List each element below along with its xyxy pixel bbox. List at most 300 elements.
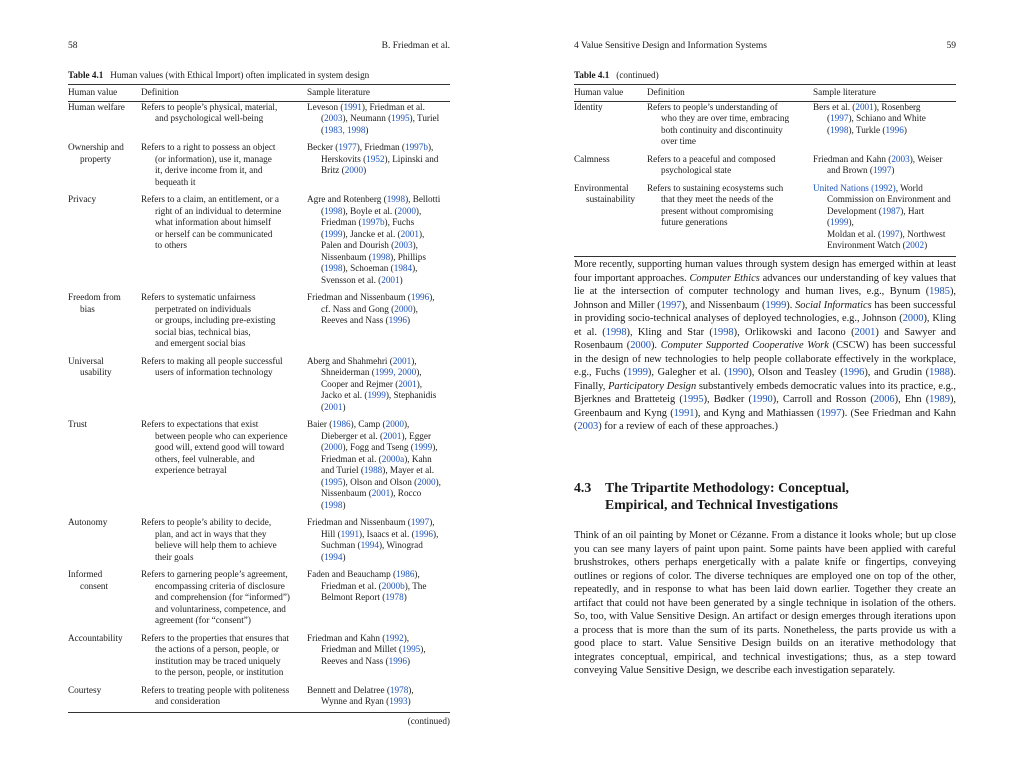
literature-line	[307, 206, 446, 218]
definition-line: Refers to people’s physical, material,	[141, 101, 278, 112]
values-table	[68, 87, 450, 714]
literature-line	[307, 633, 446, 645]
citation-year: 1995	[324, 476, 343, 487]
definition-line: to the person, people, or institution	[155, 667, 284, 677]
text-run: ).	[650, 340, 661, 351]
citation-year: 2003	[324, 113, 343, 123]
text-run: ),	[418, 228, 425, 239]
literature-line	[307, 356, 446, 368]
citation-year: 1985	[929, 286, 950, 297]
literature-line	[307, 529, 446, 541]
citation-year: 1995	[682, 394, 704, 405]
text-run: (CSCW) has been successful in the design of new technologies to help people collaborate effectively in the workplace, e.g., Fuchs (	[574, 340, 956, 378]
definition-line: what information about himself	[155, 217, 272, 227]
definition-line: Refers to people’s understanding of	[647, 101, 778, 112]
human-value-cell	[68, 685, 141, 714]
continued-note: (continued)	[407, 716, 450, 726]
text-run: ),	[429, 517, 435, 527]
literature-line	[307, 379, 446, 391]
text-run: ), Stephanidis	[385, 390, 437, 400]
text-run: Palen and Dourish (	[321, 240, 395, 250]
human-value-text: sustainability	[586, 194, 635, 204]
human-value-cell	[68, 356, 141, 420]
text-run: ), Boyle et al. (	[342, 205, 398, 216]
table-row	[68, 685, 450, 714]
citation-year: 1997	[830, 113, 849, 123]
citation-year: 1986	[396, 569, 415, 579]
definition-line: plan, and act in ways that they	[155, 528, 267, 539]
text-run: ), Egger	[401, 430, 432, 441]
text-run: )	[407, 315, 411, 325]
human-value-text: Trust	[68, 419, 88, 429]
literature-line	[307, 685, 446, 697]
text-run: ),	[429, 292, 435, 302]
text-run: ). (See Friedman and Kahn (	[574, 407, 956, 432]
text-run: ), Fogg and Tseng (	[342, 442, 414, 452]
running-head: B. Friedman et al.	[381, 41, 450, 51]
text-run: ), Carroll and Rosson (	[772, 394, 874, 405]
definition-line: both continuity and discontinuity	[661, 124, 783, 135]
literature-line	[307, 402, 446, 414]
citation-year: 1990	[727, 367, 749, 378]
emphasis-term: Social Informatics	[795, 299, 872, 311]
citation-year: 1998	[386, 194, 406, 204]
text-run: ),	[415, 205, 422, 216]
literature-line	[307, 592, 446, 604]
text-run: Becker (	[307, 142, 339, 152]
citation-year: 1992	[385, 632, 404, 643]
literature-line	[307, 477, 446, 489]
text-run: ), Neumann (	[342, 113, 392, 123]
definition-cell	[647, 183, 813, 258]
definition-line: their goals	[155, 551, 194, 562]
emphasis-term: Computer Ethics	[689, 272, 760, 284]
definition-line: or groups, including pre-existing	[155, 315, 276, 325]
text-run: ), Kling and Star (	[626, 326, 713, 338]
text-run: (	[321, 499, 325, 510]
page-number: 59	[946, 41, 956, 51]
text-run: Hill (	[321, 528, 341, 539]
table-caption	[574, 70, 659, 80]
text-run: ),	[427, 142, 434, 152]
table-row	[574, 101, 956, 154]
text-run: )	[407, 655, 411, 666]
literature-line	[307, 454, 446, 466]
citation-year: 1952	[366, 153, 385, 164]
definition-line: to others	[155, 240, 187, 250]
citation-year: 1991	[673, 407, 695, 419]
column-header-definition: Definition	[647, 87, 813, 101]
text-run: Bennett and Delatree (	[307, 684, 390, 695]
text-run: Suchman (	[321, 540, 361, 550]
citation-year: 2001	[392, 355, 412, 366]
definition-line: present without compromising	[661, 205, 774, 216]
literature-line	[307, 419, 446, 431]
text-run: ),	[416, 378, 423, 389]
literature-line	[307, 500, 446, 512]
human-value-text: Calmness	[574, 153, 610, 164]
text-run: ), Friedman (	[356, 142, 405, 152]
citation-year: 1999	[324, 228, 343, 239]
human-value-cell	[574, 101, 647, 154]
text-run: Britz (	[321, 165, 345, 175]
literature-line	[307, 304, 446, 316]
citation-year: 2000	[324, 442, 343, 452]
literature-line	[307, 431, 446, 443]
text-run: Faden and Beauchamp (	[307, 569, 397, 579]
citation-year: 1997	[410, 517, 430, 527]
text-run: Baier (	[307, 419, 333, 429]
definition-line: institution may be traced uniquely	[155, 655, 281, 666]
citation-year: 1996	[410, 292, 430, 302]
text-run: (	[321, 551, 325, 562]
human-value-text: Environmental	[574, 182, 629, 193]
definition-line: others, feel vulnerable, and	[155, 453, 255, 464]
citation-year: 1999	[830, 217, 849, 227]
human-value-text: Accountability	[68, 632, 123, 643]
definition-line: bequeath it	[155, 176, 196, 187]
human-value-cell	[68, 142, 141, 194]
definition-line: social bias, technical bias,	[155, 326, 251, 337]
text-run: Herskovits (	[321, 153, 367, 164]
citation-year: 1978	[385, 592, 404, 602]
definition-line: Refers to a right to possess an object	[141, 142, 276, 152]
text-run: ), Ehn (	[894, 394, 930, 405]
text-run: ), Bellotti	[405, 194, 441, 204]
text-run: ), Kling et al. (	[574, 313, 956, 338]
definition-line: Refers to making all people successful	[141, 355, 283, 366]
text-run: )	[403, 592, 407, 602]
definition-cell	[141, 194, 307, 292]
table-title: Human values (with Ethical Import) often implicated in system design	[110, 70, 370, 80]
literature-cell	[307, 101, 450, 142]
text-run: ), Weiser	[909, 153, 943, 164]
citation-year: 2001	[381, 274, 400, 285]
table-row	[68, 356, 450, 420]
body-paragraph-2: Think of an oil painting by Monet or Cézanne. From a distance it looks whole; but up close you can see many layers of paint upon paint. Some paints have been applied with careful brushstrokes, others perhaps energetically with a palate knife or fingertips, conveying outlines or regions of color. The diverse techniques are employed one on top of the other, repeatedly, and in response to what has been laid down earlier. Together they create an artifact that could not have been generated by a single technique in isolation of the others. So, too, with Value Sensitive Design. An artifact or design emerges through iterations upon a process that is more than the sum of its parts. Nonetheless, the parts provide us with a good place to start. Value Sensitive Design builds on an iterative methodology that integrates conceptual, empirical, and technical investigations; thus, as a step toward conveying Value Sensitive Design, we describe each investigation separately.	[574, 530, 956, 676]
section-title-line-1: The Tripartite Methodology: Conceptual,	[605, 480, 849, 495]
text-run: ),	[432, 442, 438, 452]
literature-line	[307, 552, 446, 564]
citation-year: 2001	[854, 326, 876, 338]
section-number: 4.3	[574, 480, 592, 495]
text-run: ), Hart (	[827, 205, 925, 227]
text-run: ), Greenbaum and Kyng (	[574, 394, 956, 419]
text-run: ), Bødker (	[703, 394, 752, 405]
text-run: (	[321, 442, 325, 452]
definition-line: and emergent social bias	[155, 338, 246, 348]
column-header-sample-literature: Sample literature	[307, 87, 450, 101]
citation-year: 1983, 1998	[324, 124, 366, 135]
text-run: ), Galegher et al. (	[647, 367, 728, 378]
section-heading	[574, 479, 956, 513]
text-run: Jacko et al. (	[321, 390, 368, 400]
definition-cell	[141, 569, 307, 633]
table-title: (continued)	[616, 70, 659, 80]
literature-cell	[307, 419, 450, 517]
human-value-text: bias	[80, 303, 95, 314]
literature-line	[307, 275, 446, 287]
text-run: ), Fuchs	[384, 217, 415, 227]
citation-year: 1998	[371, 251, 391, 262]
literature-line	[307, 315, 446, 327]
literature-line	[307, 465, 446, 477]
text-run: ), Phillips	[390, 251, 426, 262]
citation-year: 1997	[872, 165, 892, 175]
human-value-cell	[68, 633, 141, 685]
human-value-text: Freedom from	[68, 292, 121, 302]
citation-year: 1999, 2000	[374, 367, 417, 377]
definition-line: (or information), use it, manage	[155, 153, 272, 164]
human-value-text: Identity	[574, 101, 603, 112]
literature-line	[813, 206, 952, 229]
text-run: ).	[786, 299, 796, 311]
literature-line	[307, 165, 446, 177]
definition-line: and comprehension (for “informed”)	[155, 592, 290, 602]
text-run: Development (	[827, 205, 882, 216]
column-header-human-value: Human value	[574, 87, 647, 101]
text-run: ),	[848, 217, 854, 227]
text-run: cf. Nass and Gong (	[321, 303, 395, 314]
definition-line: believe will help them to achieve	[155, 540, 277, 550]
text-run: )	[407, 696, 411, 706]
citation-year: 1987	[881, 205, 901, 216]
section-title-line-2: Empirical, and Technical Investigations	[605, 497, 839, 512]
text-run: (	[321, 113, 325, 123]
page-number: 58	[68, 41, 78, 51]
text-run: (	[321, 228, 325, 239]
text-run: , World	[895, 182, 923, 193]
citation-year: 2003	[577, 421, 599, 432]
text-run: Agre and Rotenberg (	[307, 194, 387, 204]
literature-line	[813, 183, 952, 195]
citation-year: 2000	[417, 476, 436, 487]
literature-line	[813, 154, 952, 166]
literature-line	[307, 263, 446, 275]
table-top-rule	[574, 84, 956, 85]
definition-line: and consideration	[155, 696, 221, 706]
citation-year: 2000	[397, 205, 416, 216]
definition-cell	[141, 356, 307, 420]
citation-year: 1998	[324, 205, 343, 216]
definition-line: experience betrayal	[155, 465, 227, 475]
definition-cell	[141, 292, 307, 356]
text-run: More recently, supporting human values through system design has emerged within at least four important approaches.	[574, 259, 956, 284]
text-run: ),	[433, 528, 439, 539]
definition-line: it, derive income from it, and	[155, 165, 263, 175]
literature-line	[307, 581, 446, 593]
literature-cell	[307, 633, 450, 685]
citation-year: 2003	[891, 153, 910, 164]
table-row	[68, 292, 450, 356]
human-value-text: consent	[80, 580, 109, 591]
table-label: Table 4.1	[68, 70, 104, 80]
citation-year: 2000a	[381, 453, 405, 464]
table-row	[68, 517, 450, 569]
citation-year: 1989	[929, 394, 950, 405]
literature-line	[307, 696, 446, 708]
table-row	[68, 101, 450, 142]
text-run: ), Isaacs et al. (	[359, 528, 415, 539]
text-run: Environment Watch (	[827, 240, 906, 250]
citation-year: 2001	[383, 430, 402, 441]
definition-line: good will, extend good will toward	[155, 442, 285, 452]
text-run: ), Winograd	[378, 540, 423, 550]
citation-year: 1995	[401, 644, 421, 654]
text-run: ), Rosenberg	[873, 101, 921, 112]
citation-year: 1990	[751, 394, 773, 405]
text-run: (	[321, 205, 325, 216]
column-header-human-value: Human value	[68, 87, 141, 101]
text-run: ), Turkle (	[848, 124, 886, 135]
literature-line	[307, 252, 446, 264]
text-run: ),	[412, 263, 418, 273]
text-run: ), Johnson and Miller (	[574, 286, 956, 311]
citation-year: 1999	[627, 367, 648, 378]
text-run: ),	[416, 367, 422, 377]
definition-line: the actions of a person, people, or	[155, 644, 279, 654]
definition-line: or herself can be communicated	[155, 228, 273, 239]
text-run: Dieberger et al. (	[321, 430, 384, 441]
text-run: ), Turiel	[409, 113, 440, 123]
literature-cell	[307, 685, 450, 714]
values-table-continued	[574, 87, 956, 258]
definition-line: Refers to expectations that exist	[141, 419, 259, 429]
text-run: ), Kahn	[404, 453, 432, 464]
text-run: ), Rocco	[390, 488, 422, 498]
text-run: ), Jancke et al. (	[342, 228, 401, 239]
citation-year: 1993	[389, 696, 408, 706]
text-run: ),	[412, 240, 418, 250]
literature-line	[307, 125, 446, 137]
citation-year: 1998	[324, 263, 343, 273]
text-run: ),	[403, 632, 410, 643]
literature-line	[813, 229, 952, 241]
text-run: ) and Sawyer and Rosenbaum (	[574, 326, 956, 351]
literature-line	[307, 390, 446, 402]
citation-year: 1994	[324, 551, 343, 562]
table-top-rule	[68, 84, 450, 85]
human-value-text: Informed	[68, 569, 103, 579]
citation-year: 1986	[332, 419, 351, 429]
text-run: Friedman and Kahn (	[813, 153, 892, 164]
text-run: ), Lipinski and	[384, 153, 439, 164]
literature-line	[307, 540, 446, 552]
definition-line: perpetrated on individuals	[155, 303, 251, 314]
text-run: ), Olson and Olson (	[342, 476, 418, 487]
text-run: (	[321, 401, 325, 412]
definition-cell	[647, 154, 813, 183]
literature-cell	[307, 292, 450, 356]
literature-cell	[307, 356, 450, 420]
table-row	[68, 194, 450, 292]
text-run: ), and Nissenbaum (	[681, 299, 766, 311]
literature-cell	[307, 569, 450, 633]
text-run: )	[903, 124, 907, 135]
text-run: (	[321, 263, 325, 273]
right-page	[512, 0, 1024, 768]
text-run: Aberg and Shahmehri (	[307, 355, 393, 366]
definition-line: Refers to the properties that ensures that	[141, 632, 289, 643]
definition-line: Refers to a claim, an entitlement, or a	[141, 194, 280, 204]
definition-line: right of an individual to determine	[155, 205, 282, 216]
human-value-text: property	[80, 153, 112, 164]
text-run: ), Northwest	[899, 228, 946, 239]
definition-line: Refers to sustaining ecosystems such	[647, 182, 784, 193]
text-run: )	[891, 165, 895, 175]
text-run: ), and Kyng and Mathiassen (	[694, 407, 821, 419]
definition-cell	[141, 419, 307, 517]
literature-line	[813, 113, 952, 125]
text-run: and Brown (	[827, 165, 873, 175]
text-run: Belmont Report (	[321, 592, 386, 602]
human-value-text: Courtesy	[68, 684, 102, 695]
citation-year: United Nations (1992)	[813, 182, 896, 193]
literature-line	[307, 656, 446, 668]
column-header-definition: Definition	[141, 87, 307, 101]
literature-cell	[307, 142, 450, 194]
text-run: Friedman et al. (	[321, 453, 382, 464]
literature-line	[813, 165, 952, 177]
text-run: ),	[435, 476, 441, 487]
text-run: ). Finally,	[574, 367, 956, 392]
text-run: ), Olson and Teasley (	[748, 367, 844, 378]
text-run: (	[321, 124, 325, 135]
body-paragraph-1	[574, 258, 956, 434]
table-row	[574, 154, 956, 183]
text-run: has been successful in providing socio-technical analyses of deployed technologies, e.g., Johnson (	[574, 299, 957, 324]
text-run: Friedman and Millet (	[321, 644, 402, 654]
text-run: ), Friedman et al.	[361, 101, 425, 112]
literature-line	[307, 569, 446, 581]
definition-line: encompassing criteria of disclosure	[155, 580, 285, 591]
table-caption	[68, 70, 369, 80]
literature-line	[307, 517, 446, 529]
text-run: )	[342, 401, 346, 412]
citation-year: 2000b	[381, 580, 405, 591]
literature-line	[307, 488, 446, 500]
human-value-cell	[574, 154, 647, 183]
text-run: ),	[411, 355, 417, 366]
human-value-cell	[68, 194, 141, 292]
citation-year: 1998	[712, 326, 734, 338]
definition-line: users of information technology	[155, 367, 273, 377]
table-row	[68, 569, 450, 633]
citation-year: 1996	[388, 655, 407, 666]
citation-year: 2006	[873, 394, 895, 405]
literature-line	[813, 125, 952, 137]
human-value-cell	[68, 292, 141, 356]
definition-line: agreement (for “consent”)	[155, 615, 251, 625]
definition-cell	[141, 685, 307, 714]
definition-cell	[647, 101, 813, 154]
emphasis-term: Participatory Design	[608, 380, 697, 392]
text-run: ),	[412, 303, 418, 314]
citation-year: 1996	[885, 124, 904, 135]
literature-cell	[307, 194, 450, 292]
text-run: Friedman and Nissenbaum (	[307, 517, 411, 527]
definition-line: and psychological well-being	[155, 113, 264, 123]
text-run: and Turiel (	[321, 465, 364, 475]
citation-year: 1996	[388, 315, 407, 325]
literature-line	[813, 240, 952, 252]
citation-year: 1997	[660, 299, 682, 311]
text-run: ), Orlikowski and Iacono (	[733, 326, 855, 338]
text-run: ), Mayer et al.	[382, 465, 435, 475]
text-run: ), Camp (	[350, 419, 386, 429]
text-run: Cooper and Rejmer (	[321, 378, 399, 389]
text-run: ), The	[404, 580, 427, 591]
